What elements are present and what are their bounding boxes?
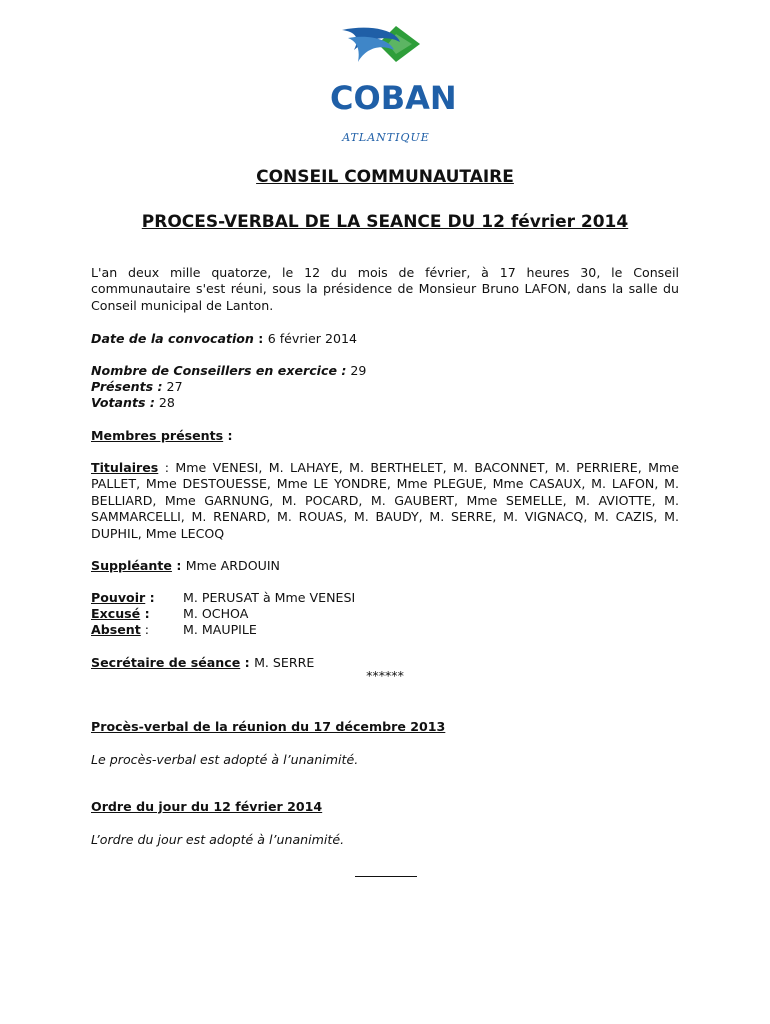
document-title: CONSEIL COMMUNAUTAIRE [256, 167, 514, 187]
suppleante-label: Suppléante [91, 558, 172, 573]
secretaire-label: Secrétaire de séance [91, 655, 241, 670]
excuse-label: Excusé [91, 606, 141, 621]
absent-sep: : [140, 622, 150, 637]
presents-line [91, 379, 679, 395]
pouvoir-label: Pouvoir [91, 590, 146, 605]
exercice-value: 29 [346, 363, 367, 378]
absent-value: M. MAUPILE [183, 622, 257, 637]
section1-heading: Procès-verbal de la réunion du 17 décembre 2013 [91, 719, 446, 734]
coban-logo [330, 24, 457, 144]
votants-line [91, 395, 679, 411]
pouvoir-line [91, 590, 355, 606]
absent-line [91, 622, 257, 638]
excuse-line [91, 606, 248, 622]
intro-paragraph: L'an deux mille quatorze, le 12 du mois de février, à 17 heures 30, le Conseil communautaire s'est réuni, sous la présidence de Monsieur Bruno LAFON, dans la salle du Conseil municipal de Lanton. [91, 265, 679, 313]
excuse-value: M. OCHOA [183, 606, 249, 621]
votants-label: Votants : [91, 395, 155, 410]
section2-heading-wrap [91, 799, 679, 815]
votants-value: 28 [154, 395, 175, 410]
section2-text: L’ordre du jour est adopté à l’unanimité. [91, 832, 345, 847]
presents-value: 27 [162, 379, 183, 394]
membres-label: Membres présents [91, 428, 224, 443]
membres-heading [91, 428, 679, 444]
convocation-value: 6 février 2014 [267, 331, 358, 346]
logo-swoosh-icon [340, 24, 430, 82]
logo-name: COBAN [330, 79, 457, 117]
convocation-line [91, 331, 679, 347]
suppleante-value: Mme ARDOUIN [185, 558, 280, 573]
secretaire-sep: : [240, 655, 255, 670]
absent-label-wrap [91, 622, 183, 638]
excuse-sep: : [140, 606, 150, 621]
titulaires-paragraph [91, 460, 679, 542]
pouvoir-sep: : [145, 590, 155, 605]
exercice-line [91, 363, 679, 379]
membres-suffix: : [223, 428, 233, 443]
end-separator-line [355, 876, 417, 877]
pouvoir-label-wrap [91, 590, 183, 606]
exercice-label: Nombre de Conseillers en exercice : [91, 363, 347, 378]
section1-heading-wrap [91, 719, 679, 735]
section2-heading: Ordre du jour du 12 février 2014 [91, 799, 323, 814]
document-subtitle: PROCES-VERBAL DE LA SEANCE DU 12 février 2014 [141, 212, 629, 232]
suppleante-line [91, 558, 679, 574]
suppleante-sep: : [171, 558, 186, 573]
titulaires-sep: : [158, 460, 176, 475]
convocation-sep: : [253, 331, 268, 346]
logo-subtitle: ATLANTIQUE [342, 131, 430, 144]
secretaire-value: M. SERRE [254, 655, 315, 670]
titulaires-list: Mme VENESI, M. LAHAYE, M. BERTHELET, M. BACONNET, M. PERRIERE, Mme PALLET, Mme DESTOUESSE, Mme LE YONDRE, Mme PLEGUE, Mme CASAUX, M. LAFON, M. BELLIARD, Mme GARNUNG, M. POCARD, M. GAUBERT, Mme SEMELLE, M. AVIOTTE, M. SAMMARCELLI, M. RENARD, M. ROUAS, M. BAUDY, M. SERRE, M. VIGNACQ, M. CAZIS, M. DUPHIL, Mme LECOQ [91, 460, 679, 541]
presents-label: Présents : [91, 379, 163, 394]
titulaires-label: Titulaires [91, 460, 159, 475]
pouvoir-value: M. PERUSAT à Mme VENESI [183, 590, 356, 605]
absent-label: Absent [91, 622, 141, 637]
section1-text: Le procès-verbal est adopté à l’unanimité. [91, 752, 359, 767]
convocation-label: Date de la convocation [91, 331, 254, 346]
excuse-label-wrap [91, 606, 183, 622]
separator-stars: ****** [366, 668, 404, 683]
